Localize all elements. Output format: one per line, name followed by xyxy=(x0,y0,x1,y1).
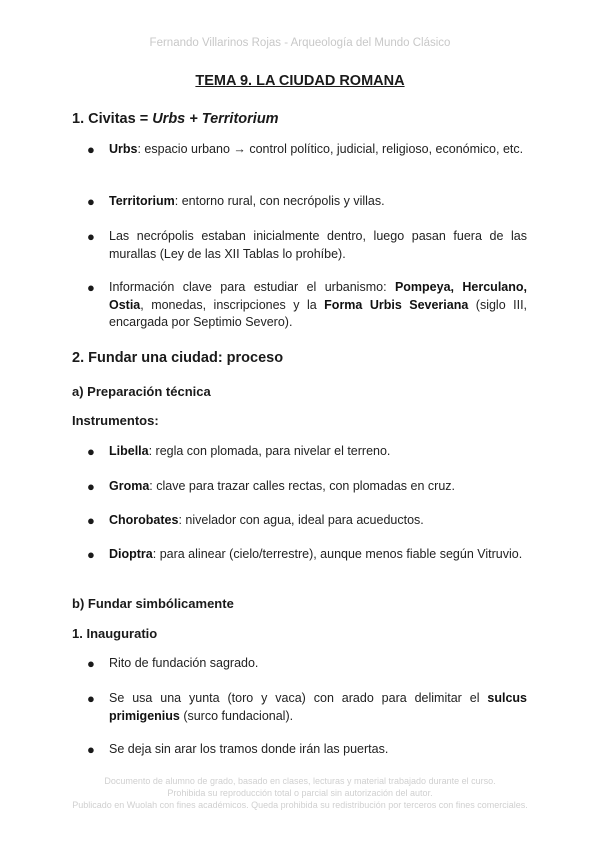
list-item: ● Se deja sin arar los tramos donde irán las puertas. xyxy=(87,742,389,757)
section-1-heading-italic: Urbs + Territorium xyxy=(152,111,279,127)
bullet-dot: ● xyxy=(87,194,95,209)
subheading-preparacion: a) Preparación técnica xyxy=(72,384,211,399)
bullet-dot: ● xyxy=(87,691,95,706)
section-1-heading-prefix: 1. Civitas = xyxy=(72,111,153,127)
bullet-dot: ● xyxy=(87,444,95,459)
bullet-dot: ● xyxy=(87,742,95,757)
section-1-heading xyxy=(72,111,279,127)
bullet-dot: ● xyxy=(87,142,95,157)
bullet-dot: ● xyxy=(87,280,95,295)
list-item: ● Las necrópolis estaban inicialmente dentro, luego pasan fuera de las murallas (Ley de las XII Tablas lo prohíbe). xyxy=(87,229,527,261)
footer-line-1: Documento de alumno de grado, basado en clases, lecturas y material trabajado durante el curso. xyxy=(104,776,496,786)
list-item: ● Libella: regla con plomada, para nivelar el terreno. xyxy=(87,444,391,459)
bullet-dot: ● xyxy=(87,513,95,528)
bullet-dot: ● xyxy=(87,229,95,244)
subheading-fundar-simbolicamente: b) Fundar simbólicamente xyxy=(72,596,234,611)
bullet-dot: ● xyxy=(87,479,95,494)
list-item: ● Territorium: entorno rural, con necrópolis y villas. xyxy=(87,194,385,209)
list-item: ● Chorobates: nivelador con agua, ideal para acueductos. xyxy=(87,513,424,528)
section-2-heading: 2. Fundar una ciudad: proceso xyxy=(72,350,284,366)
instruments-label: Instrumentos: xyxy=(72,413,159,428)
term-territorium: Territorium xyxy=(109,194,175,208)
list-item: ● Dioptra: para alinear (cielo/terrestre), aunque menos fiable según Vitruvio. xyxy=(87,547,523,562)
header-watermark: Fernando Villarinos Rojas - Arqueología del Mundo Clásico xyxy=(149,37,451,49)
footer-line-3: Publicado en Wuolah con fines académicos. Queda prohibida su redistribución por terceros con fines comerciales. xyxy=(72,800,528,810)
list-item: ● Urbs: espacio urbano → control político, judicial, religioso, económico, etc. xyxy=(87,142,524,157)
bullet-dot: ● xyxy=(87,656,95,671)
list-item: ● Groma: clave para trazar calles rectas, con plomadas en cruz. xyxy=(87,479,455,494)
list-item: ● Información clave para estudiar el urbanismo: Pompeya, Herculano, Ostia, monedas, inscripciones y la Forma Urbis Severiana (siglo III, encargada por Septimio Severo). xyxy=(87,280,528,329)
footer-line-2: Prohibida su reproducción total o parcial sin autorización del autor. xyxy=(167,788,433,798)
term-urbs: Urbs xyxy=(109,142,138,156)
subheading-inauguratio: 1. Inauguratio xyxy=(72,626,158,641)
list-item: ● Rito de fundación sagrado. xyxy=(87,656,259,671)
page-title: TEMA 9. LA CIUDAD ROMANA xyxy=(195,73,405,89)
list-item: ● Se usa una yunta (toro y vaca) con arado para delimitar el sulcus primigenius (surco fundacional). xyxy=(87,691,527,723)
bullet-dot: ● xyxy=(87,547,95,562)
